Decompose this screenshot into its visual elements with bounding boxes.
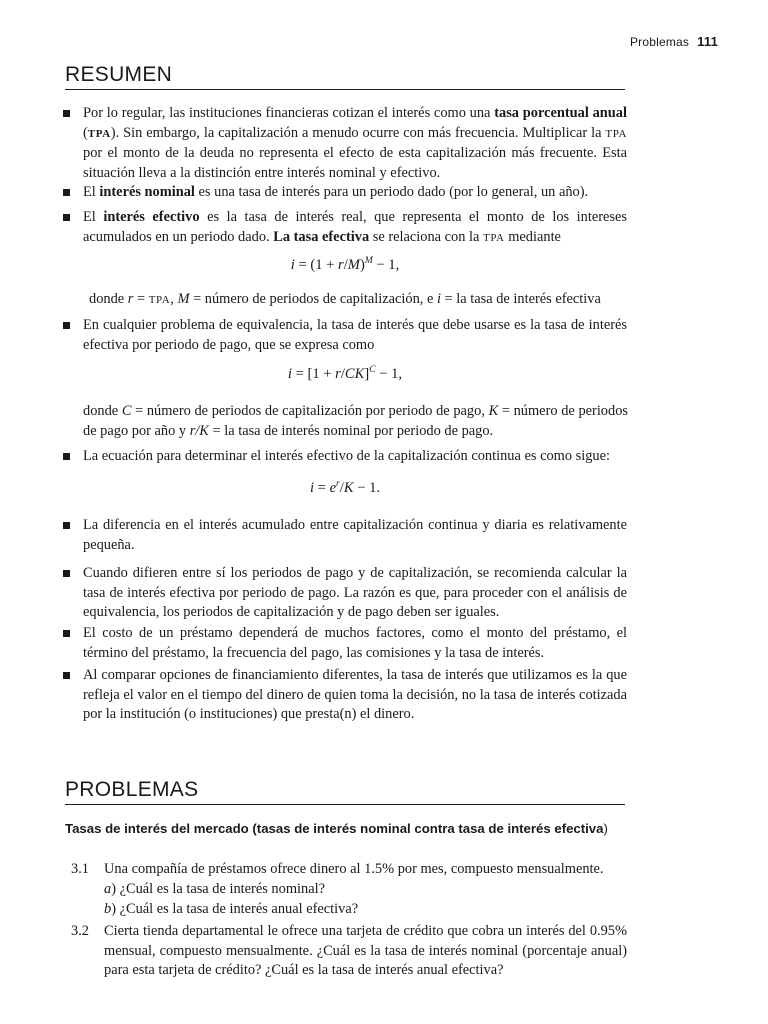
equation-where-1 [89, 290, 629, 311]
bullet-square-icon [63, 110, 70, 117]
text: tasas de interés nominal contra tasa de interés efectiva [256, 821, 604, 836]
eq-op: − 1. [353, 480, 381, 496]
summary-bullet-1 [63, 104, 627, 183]
summary-bullet-2 [63, 183, 627, 203]
header-section: Problemas [629, 35, 690, 49]
text: = la tasa de interés efectiva [440, 291, 601, 307]
equation-continuous-compounding [63, 480, 627, 497]
eq-var: i [290, 257, 295, 273]
part-text: ) ¿Cuál es la tasa de interés nominal? [111, 881, 325, 897]
eq-op: ] [364, 366, 370, 382]
problem-3-1-part-a [104, 880, 624, 900]
summary-bullet-4 [63, 316, 627, 355]
problem-group-heading [65, 820, 627, 838]
text: El [83, 184, 100, 200]
problem-number: 3.1 [71, 861, 89, 877]
eq-op: / [340, 366, 345, 382]
bullet-square-icon [63, 522, 70, 529]
problem-number: 3.2 [71, 923, 89, 939]
text: = número de periodos de pago por año y [83, 403, 628, 439]
text: se relaciona con la [369, 228, 484, 245]
bullet-square-icon [63, 453, 70, 460]
text: Al comparar opciones de financiamiento diferentes, la tasa de interés que utilizamos es la que refleja el valor en el tiempo del dinero de quien toma la decisión, no la tasa de interés cotizada por la institución (o instituciones) que presta(n) el dinero. [83, 667, 627, 722]
summary-bullet-5 [63, 447, 627, 467]
problem-text: Cierta tienda departamental le ofrece una tarjeta de crédito que cobra un interés del 0.95% mensual, compuesto mensualmente. ¿Cuál es la tasa de interés nominal (porcentaje anual) para esta tarjeta de crédito? ¿Cuál es la tasa de interés anual efectiva? [104, 923, 627, 978]
eq-var: M [177, 291, 190, 307]
eq-var: r [335, 366, 341, 382]
equation-effective-rate [63, 257, 627, 274]
term-interes-efectivo: interés efectivo [103, 209, 200, 225]
text: ). Sin embargo, la capitalización a menudo ocurre con más frecuencia. Multiplicar la [110, 124, 606, 141]
problem-3-2 [71, 922, 627, 981]
abbr-tpa: TPA [605, 127, 627, 140]
problem-text: Una compañía de préstamos ofrece dinero al 1.5% por mes, compuesto mensualmente. [104, 861, 604, 877]
running-header [630, 34, 718, 49]
summary-bullet-3 [63, 208, 627, 248]
bullet-square-icon [63, 322, 70, 329]
eq-var: r/K [189, 422, 209, 439]
text: donde [89, 291, 128, 307]
text: , [170, 291, 178, 307]
text: donde [83, 403, 122, 419]
eq-var: i [287, 366, 292, 382]
text: Cuando difieren entre sí los periodos de pago y de capitalización, se recomienda calcular la tasa de interés efectiva por periodo de pago. La razón es que, para proceder con el análisis de equivalencia, los periodos de capitalización y de pago deben ser iguales. [83, 565, 627, 620]
eq-var: K [488, 403, 499, 419]
text: El costo de un préstamo dependerá de muchos factores, como el monto del préstamo, el término del préstamo, la frecuencia del pago, las comisiones y la tasa de interés. [83, 625, 627, 661]
problemas-title: PROBLEMAS [65, 778, 625, 805]
eq-op: = [314, 480, 330, 496]
bullet-square-icon [63, 189, 70, 196]
text: La ecuación para determinar el interés efectivo de la capitalización continua es como sigue: [83, 448, 611, 464]
summary-bullet-6 [63, 516, 627, 555]
eq-var: K [343, 480, 354, 496]
equation-where-2 [83, 402, 628, 441]
eq-var: C [121, 403, 132, 419]
text: = [133, 291, 149, 307]
problem-3-1-part-b [104, 900, 624, 920]
part-label: a [104, 881, 112, 897]
bullet-square-icon [63, 672, 70, 679]
text: = la tasa de interés nominal por periodo de pago. [208, 422, 494, 439]
text: por el monto de la deuda no representa el efecto de esta capitalización más frecuente. Esta situación lleva a la distinción entre interés nominal y efectivo. [83, 145, 627, 181]
eq-op: / [343, 257, 348, 273]
abbr-tpa: TPA [483, 231, 505, 244]
text: = número de periodos de capitalización, e [189, 291, 437, 307]
text: ( [83, 124, 88, 141]
eq-var: e [329, 480, 337, 496]
eq-var: i [309, 480, 315, 496]
eq-var: i [436, 291, 441, 307]
eq-op: ) [359, 257, 365, 273]
eq-op: − 1, [372, 257, 400, 273]
term-tpa-full: tasa porcentual anual [494, 105, 627, 121]
term-tasa-efectiva: La tasa efectiva [273, 228, 370, 245]
bullet-square-icon [63, 214, 70, 221]
eq-var: r [338, 257, 344, 273]
summary-bullet-8 [63, 624, 627, 663]
eq-op: = (1 + [294, 257, 339, 273]
text: es una tasa de interés para un periodo dado (por lo general, un año). [194, 184, 589, 200]
page-number: 111 [697, 34, 718, 49]
eq-exponent: r [336, 479, 340, 490]
equation-effective-rate-per-period [63, 366, 627, 383]
part-text: ) ¿Cuál es la tasa de interés anual efectiva? [111, 901, 359, 917]
eq-var: M [347, 257, 360, 273]
eq-op: = [1 + [291, 366, 336, 382]
abbr-tpa: TPA [148, 294, 171, 306]
part-label: b [104, 901, 112, 917]
eq-exponent: C [369, 365, 376, 376]
text: El [83, 209, 104, 225]
bullet-square-icon [63, 570, 70, 577]
eq-exponent: M [364, 256, 373, 267]
text: Por lo regular, las instituciones financieras cotizan el interés como una [83, 105, 495, 121]
text: es la tasa de interés real, que representa el monto de los intereses acumulados en un periodo dado. [83, 209, 628, 245]
text: ) [603, 821, 608, 836]
summary-bullet-7 [63, 564, 627, 623]
summary-bullet-9 [63, 666, 627, 725]
resumen-title: RESUMEN [65, 63, 625, 90]
text: = número de periodos de capitalización por periodo de pago, [131, 403, 489, 419]
bullet-square-icon [63, 630, 70, 637]
text: mediante [504, 228, 561, 245]
eq-var: CK [344, 366, 365, 382]
eq-var: r [127, 291, 134, 307]
text: Tasas de interés del mercado ( [65, 821, 257, 836]
eq-op: / [339, 480, 344, 496]
text: La diferencia en el interés acumulado entre capitalización continua y diaria es relativamente pequeña. [83, 517, 627, 553]
eq-op: − 1, [375, 366, 403, 382]
text: En cualquier problema de equivalencia, la tasa de interés que debe usarse es la tasa de interés efectiva por periodo de pago, que se expresa como [83, 317, 627, 353]
term-interes-nominal: interés nominal [99, 184, 195, 200]
abbr-tpa: TPA [87, 127, 111, 140]
problem-3-1 [71, 860, 627, 880]
